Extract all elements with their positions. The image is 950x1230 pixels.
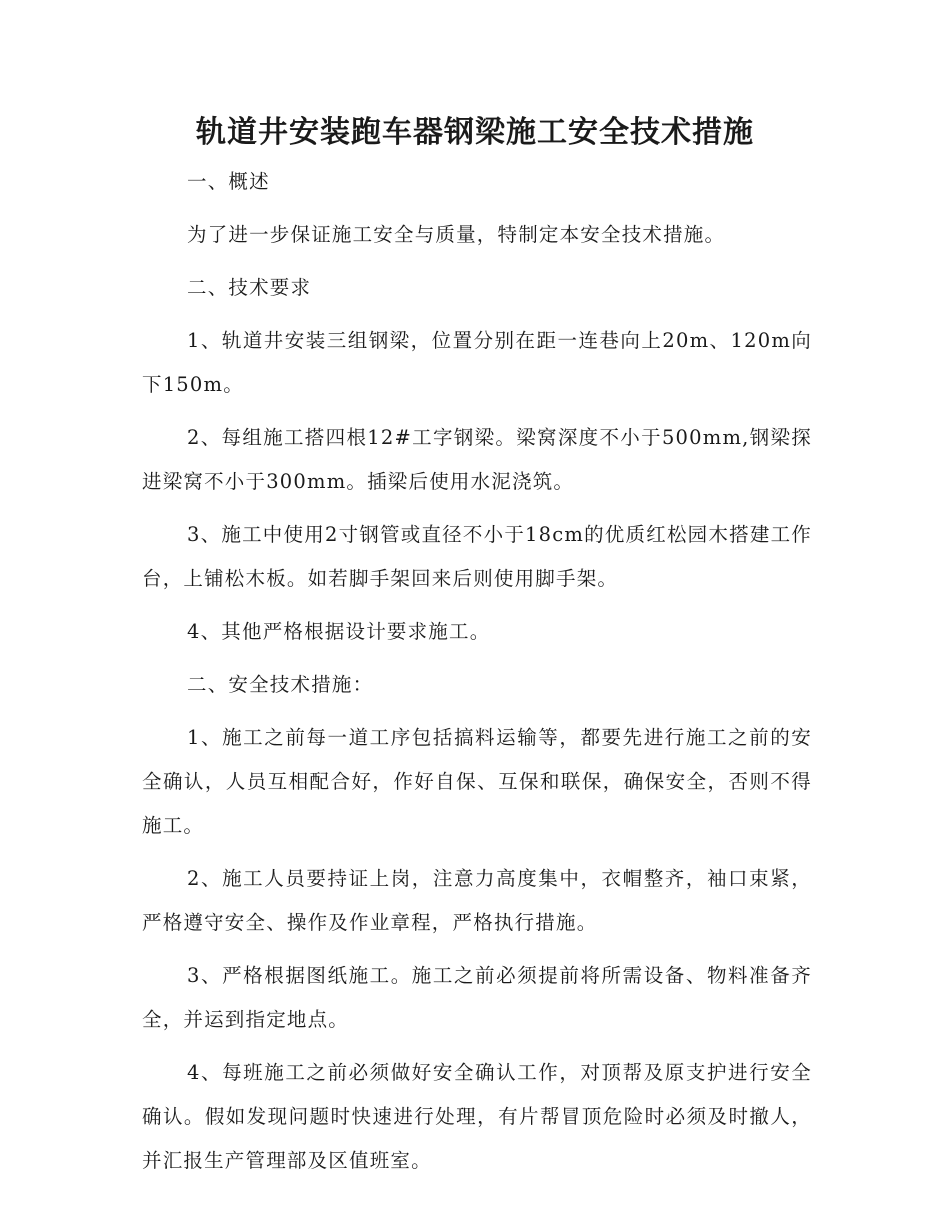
section-heading-safety-measures: 二、安全技术措施： [187, 673, 374, 696]
paragraph-safety-1: 1、施工之前每一道工序包括搞料运输等，都要先进行施工之前的安全确认，人员互相配合好，作好自保、互保和联保，确保安全，否则不得施工。 [142, 726, 812, 837]
paragraph-requirement-1: 1、轨道井安装三组钢梁，位置分别在距一连巷向上20m、120m向下150m。 [142, 329, 812, 396]
paragraph-requirement-4: 4、其他严格根据设计要求施工。 [187, 620, 491, 643]
section-heading-technical-requirements: 二、技术要求 [187, 276, 312, 299]
paragraph-requirement-3: 3、施工中使用2寸钢管或直径不小于18cm的优质红松园木搭建工作台，上铺松木板。如若脚手架回来后则使用脚手架。 [142, 523, 812, 590]
paragraph-safety-4: 4、每班施工之前必须做好安全确认工作，对顶帮及原支护进行安全确认。假如发现问题时快速进行处理，有片帮冒顶危险时必须及时撤人，并汇报生产管理部及区值班室。 [142, 1061, 812, 1172]
document-title: 轨道井安装跑车器钢梁施工安全技术措施 [196, 115, 754, 150]
section-heading-overview: 一、概述 [187, 170, 270, 193]
paragraph-safety-3: 3、严格根据图纸施工。施工之前必须提前将所需设备、物料准备齐全，并运到指定地点。 [142, 964, 812, 1031]
document-body [142, 160, 812, 1192]
paragraph-safety-2: 2、施工人员要持证上岗，注意力高度集中，衣帽整齐，袖口束紧，严格遵守安全、操作及作业章程，严格执行措施。 [142, 867, 812, 934]
paragraph-requirement-2: 2、每组施工搭四根12#工字钢梁。梁窝深度不小于500mm,钢梁探进梁窝不小于300mm。插梁后使用水泥浇筑。 [142, 426, 812, 493]
paragraph-purpose: 为了进一步保证施工安全与质量，特制定本安全技术措施。 [187, 223, 726, 246]
